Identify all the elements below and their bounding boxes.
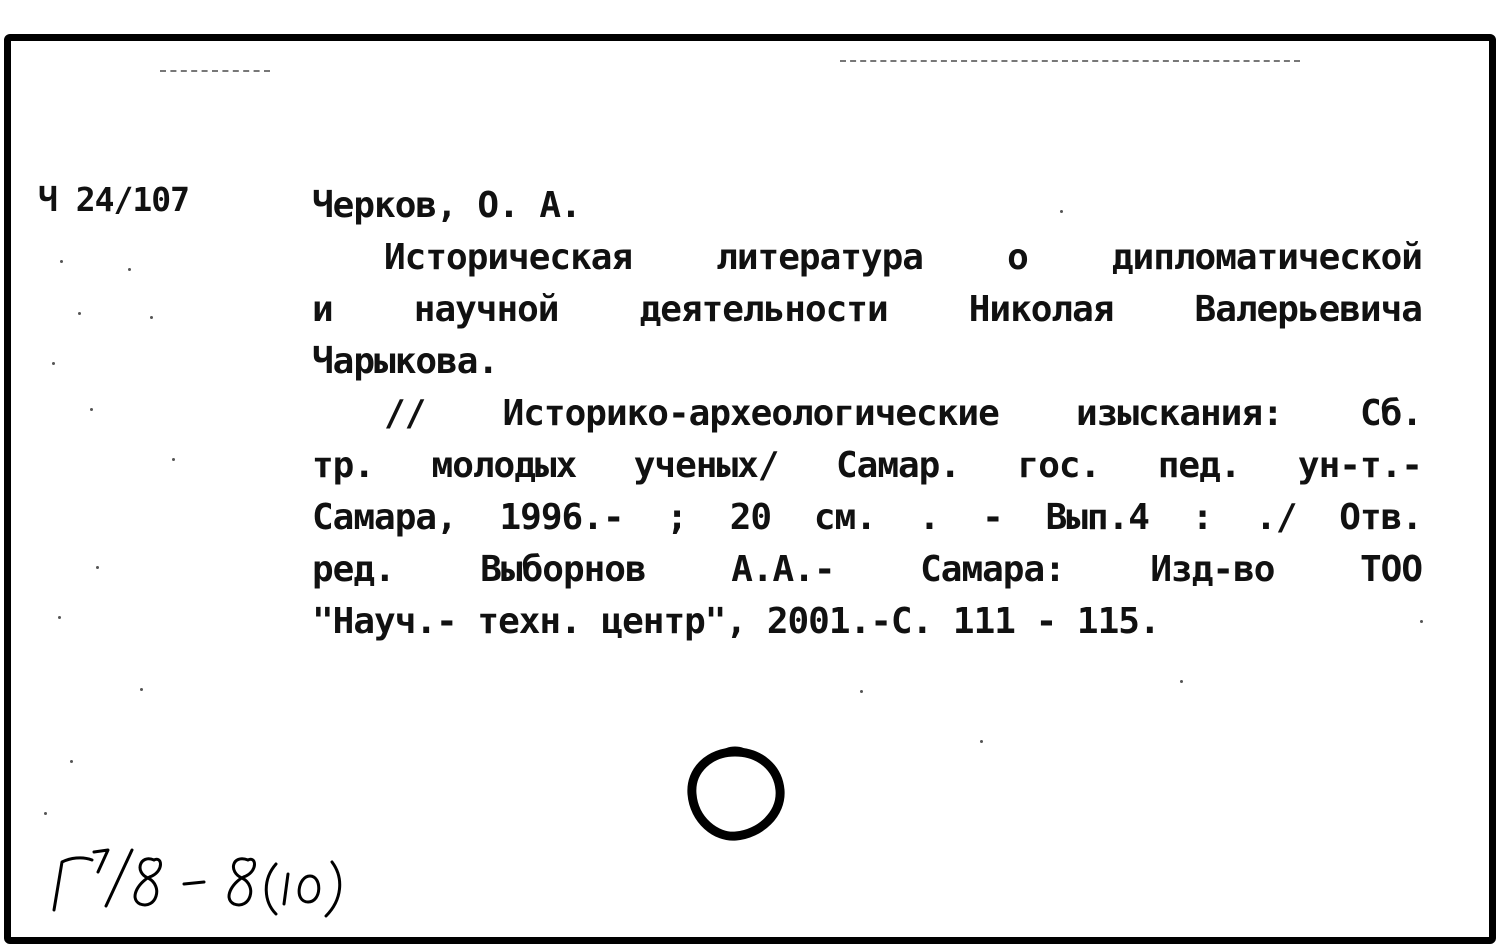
scan-speck: [44, 812, 47, 815]
source-line-5: "Науч.- техн. центр", 2001.-С. 111 - 115.: [312, 601, 1160, 642]
top-dash-line-left: [160, 70, 270, 72]
title-line-2: и научной деятельности Николая Валерьевича: [312, 289, 1422, 330]
source-line-3: Самара, 1996.- ; 20 см. . - Вып.4 : ./ Отв.: [312, 497, 1422, 538]
scan-speck: [140, 688, 143, 691]
scan-speck: [96, 566, 99, 569]
scan-speck: [150, 316, 153, 319]
scan-speck: [78, 312, 81, 315]
scan-speck: [70, 760, 73, 763]
source-line-1: // Историко-археологические изыскания: Сб.: [384, 393, 1422, 434]
scan-speck: [60, 260, 63, 263]
scan-speck: [1180, 680, 1183, 683]
top-dash-line: [840, 60, 1300, 62]
bibliographic-entry: [312, 180, 1422, 648]
call-number: Ч 24/107: [38, 180, 189, 219]
handwritten-shelf-mark: [36, 830, 366, 920]
title-line-3: Чарыкова.: [312, 341, 499, 382]
scan-speck: [52, 362, 55, 365]
scan-speck: [1060, 210, 1063, 213]
source-line-2: тр. молодых ученых/ Самар. гос. пед. ун-т.-: [312, 445, 1422, 486]
source-line-4: ред. Выборнов А.А.- Самара: Изд-во ТОО: [312, 549, 1422, 590]
scan-speck: [58, 616, 61, 619]
punch-hole-circle-icon: [680, 742, 790, 846]
scan-speck: [860, 690, 863, 693]
scan-speck: [128, 268, 131, 271]
author-line: Черков, О. А.: [312, 185, 581, 226]
title-line-1: Историческая литература о дипломатической: [384, 237, 1422, 278]
scan-speck: [90, 408, 93, 411]
scan-speck: [172, 458, 175, 461]
scan-speck: [980, 740, 983, 743]
scan-speck: [1420, 620, 1423, 623]
